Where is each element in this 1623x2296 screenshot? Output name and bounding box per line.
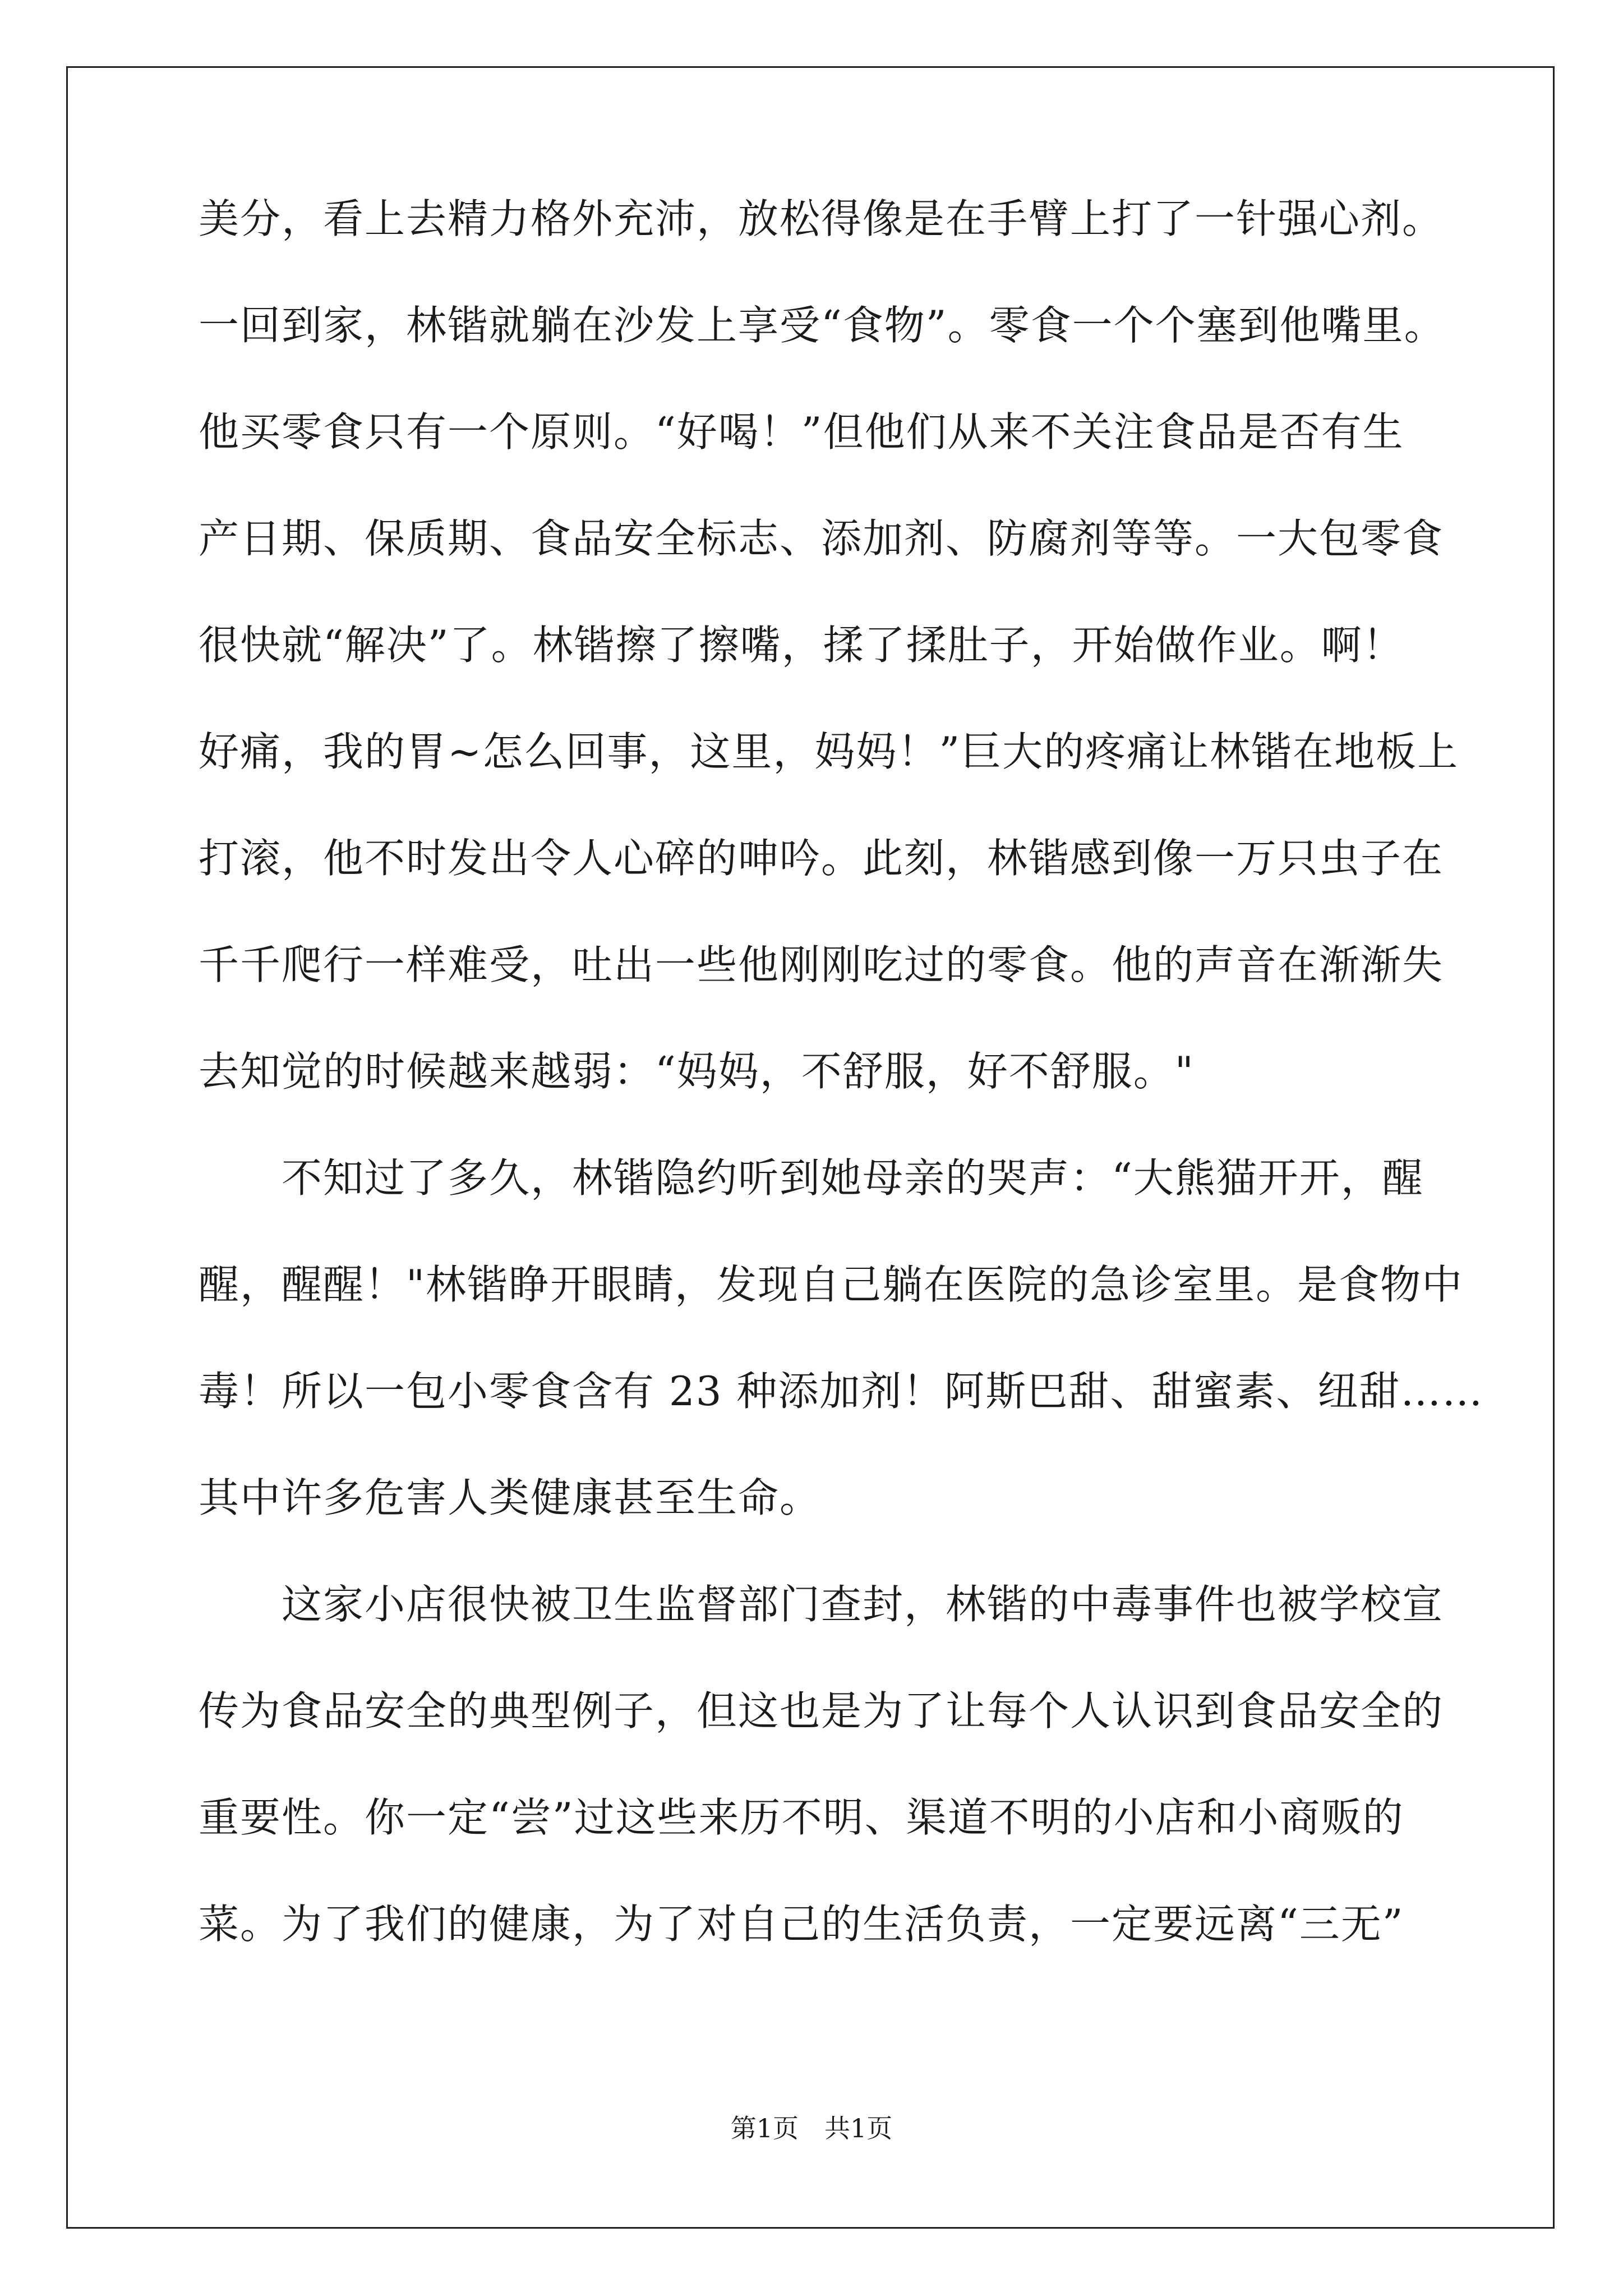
text-line-10: 不知过了多久，林锴隐约听到她母亲的哭声：“大熊猫开开，醒 bbox=[199, 1154, 1424, 1202]
text-line-16: 重要性。你一定“尝”过这些来历不明、渠道不明的小店和小商贩的 bbox=[199, 1794, 1404, 1841]
text-line-17: 菜。为了我们的健康，为了对自己的生活负责，一定要远离“三无” bbox=[199, 1901, 1404, 1948]
text-line-5: 很快就“解决”了。林锴擦了擦嘴，揉了揉肚子，开始做作业。啊！ bbox=[199, 622, 1404, 669]
text-line-15: 传为食品安全的典型例子，但这也是为了让每个人认识到食品安全的 bbox=[199, 1687, 1444, 1734]
text-line-1: 美分，看上去精力格外充沛，放松得像是在手臂上打了一针强心剂。 bbox=[199, 195, 1444, 242]
text-line-6: 好痛，我的胃~怎么回事，这里，妈妈！”巨大的疼痛让林锴在地板上 bbox=[199, 728, 1459, 775]
text-line-7: 打滚，他不时发出令人心碎的呻吟。此刻，林锴感到像一万只虫子在 bbox=[199, 835, 1444, 882]
page-footer: 第1页 共1页 bbox=[730, 2113, 893, 2143]
text-line-3: 他买零食只有一个原则。“好喝！”但他们从来不关注食品是否有生 bbox=[199, 408, 1404, 455]
text-line-14: 这家小店很快被卫生监督部门查封，林锴的中毒事件也被学校宣 bbox=[199, 1581, 1444, 1628]
text-line-8: 千千爬行一样难受，吐出一些他刚刚吃过的零食。他的声音在渐渐失 bbox=[199, 941, 1444, 988]
text-line-4: 产日期、保质期、食品安全标志、添加剂、防腐剂等等。一大包零食 bbox=[199, 515, 1444, 562]
text-line-9: 去知觉的时候越来越弱：“妈妈，不舒服，好不舒服。" bbox=[199, 1048, 1195, 1095]
text-line-13: 其中许多危害人类健康甚至生命。 bbox=[199, 1474, 822, 1521]
text-line-11: 醒，醒醒！"林锴睁开眼睛，发现自己躺在医院的急诊室里。是食物中 bbox=[199, 1261, 1464, 1308]
text-line-2: 一回到家，林锴就躺在沙发上享受“食物”。零食一个个塞到他嘴里。 bbox=[199, 302, 1446, 349]
text-line-12: 毒！所以一包小零食含有 23 种添加剂！阿斯巴甜、甜蜜素、纽甜…… bbox=[199, 1368, 1484, 1415]
